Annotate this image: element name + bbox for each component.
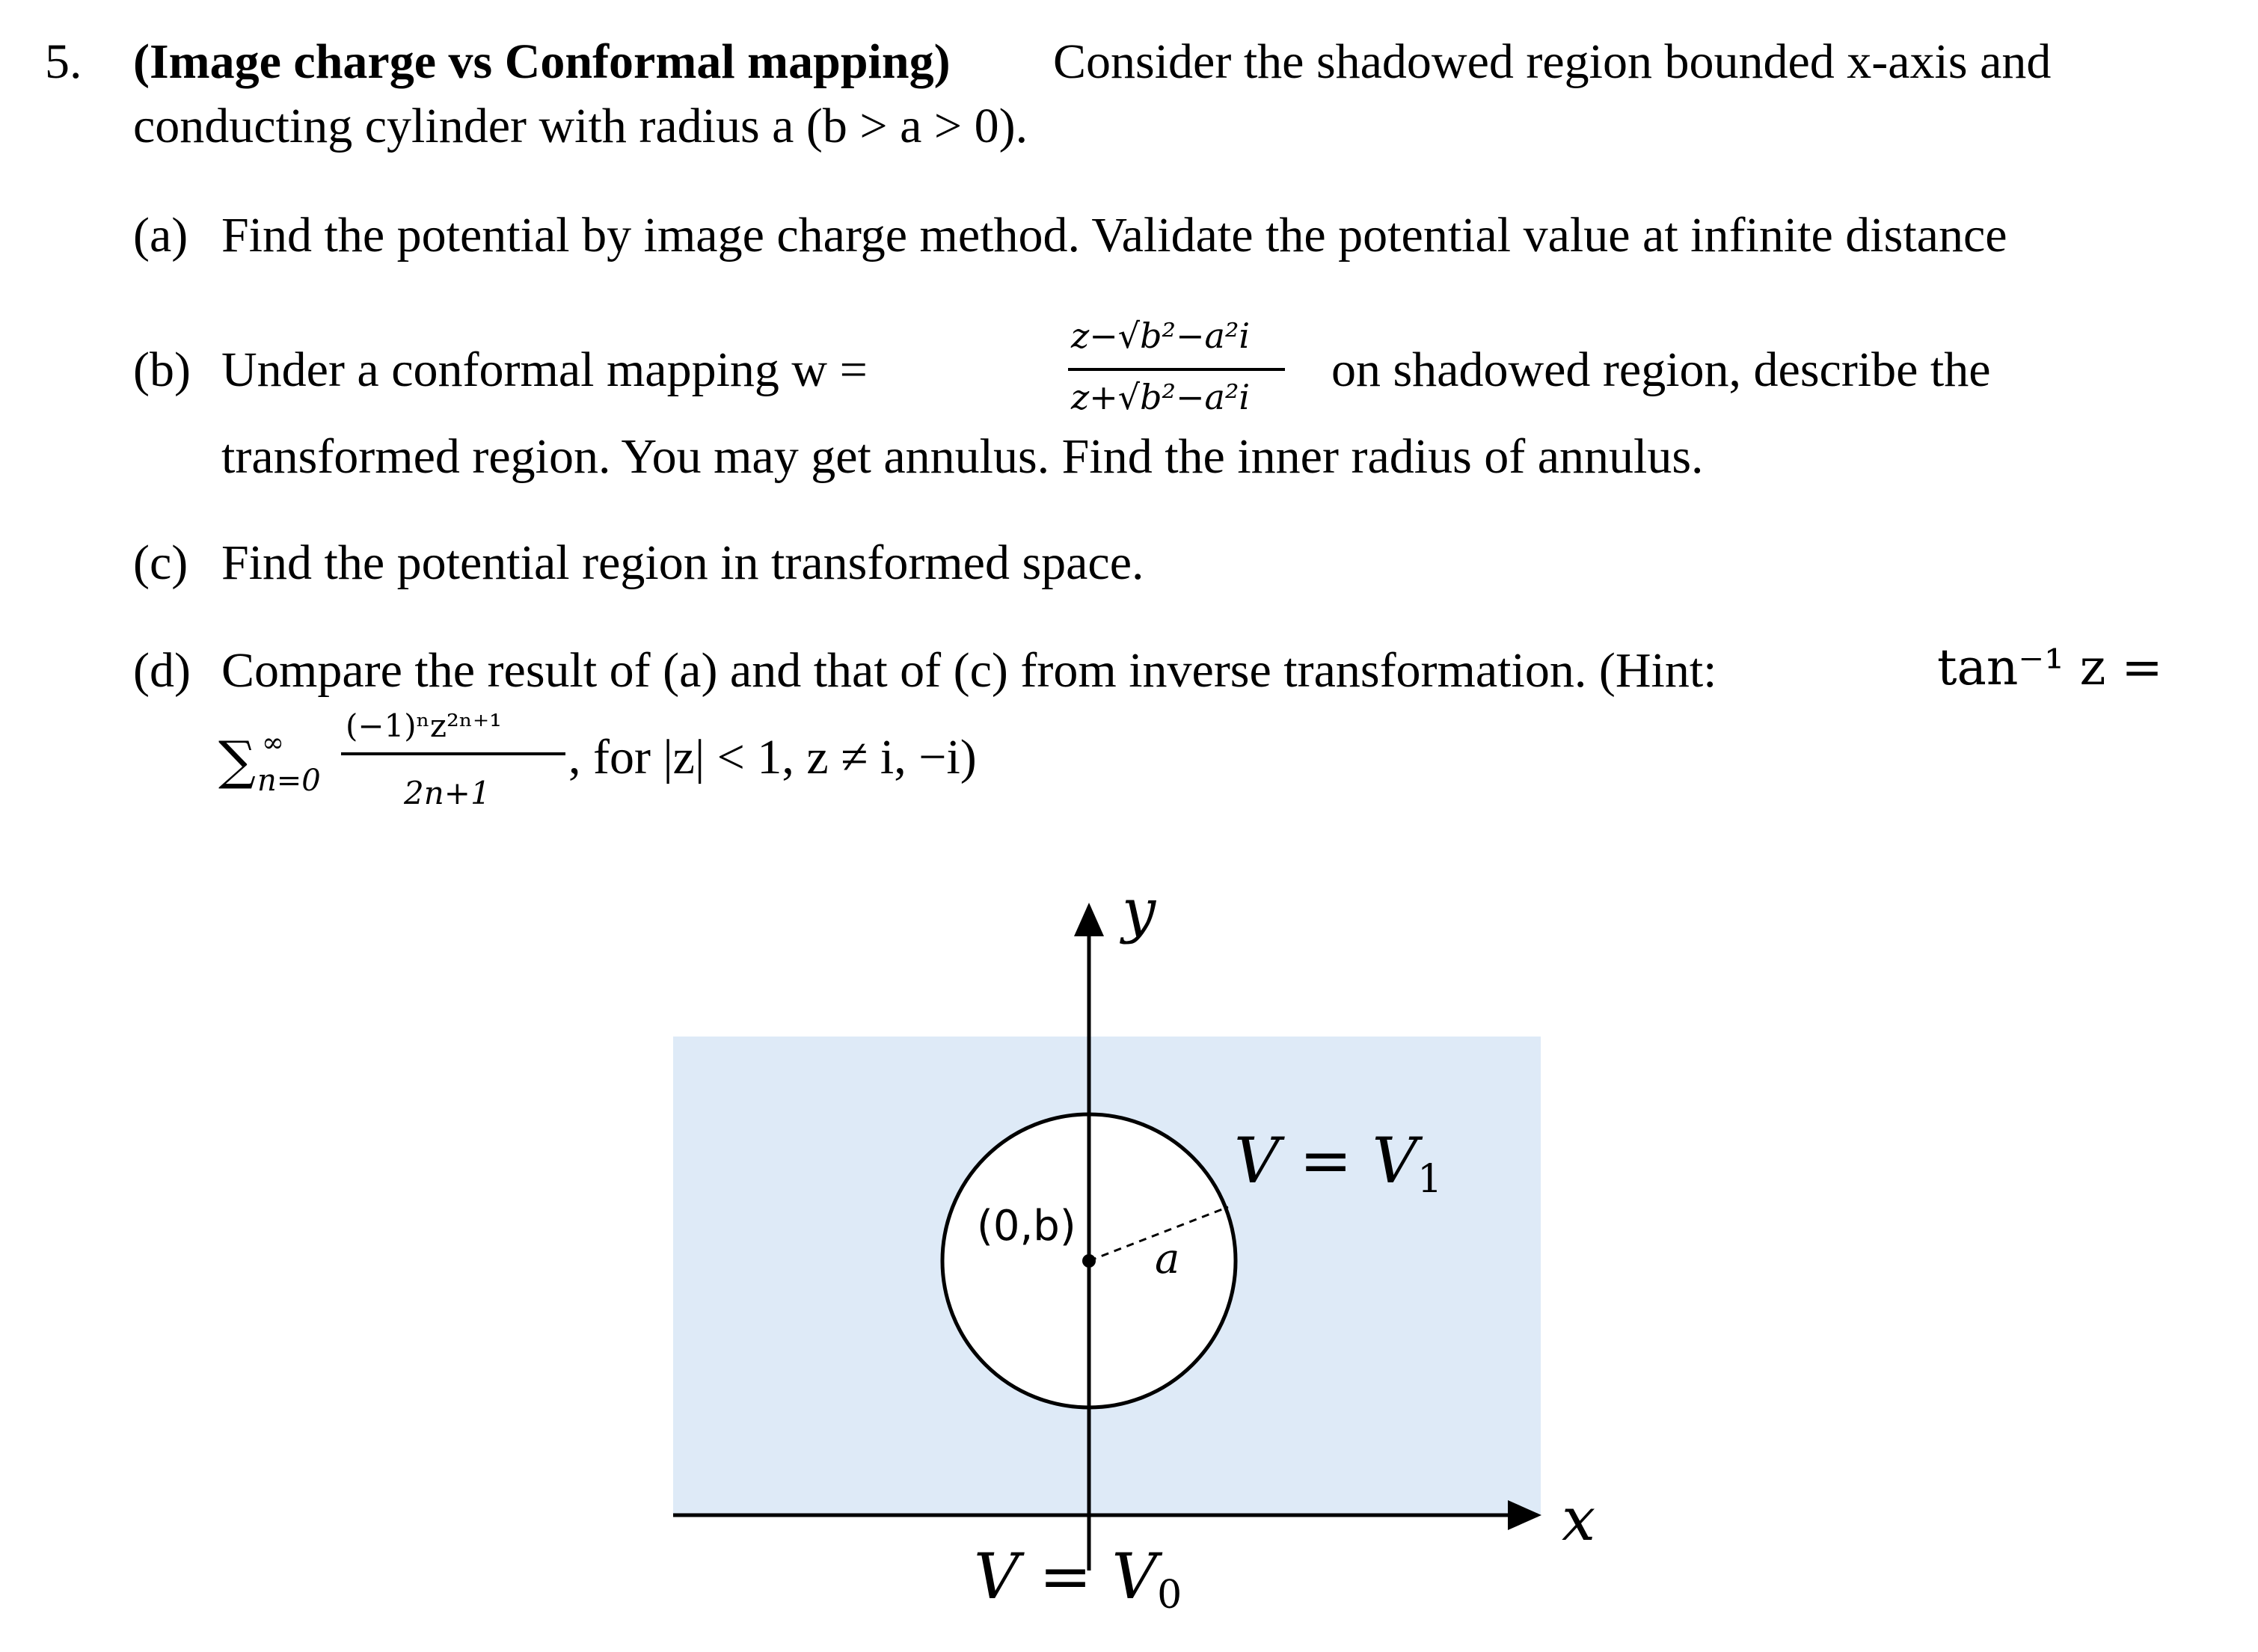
part-d-hint-lhs: tan⁻¹ z =	[1937, 639, 2163, 696]
plane-potential-label	[974, 1540, 1182, 1618]
part-d-label: (d)	[133, 643, 191, 698]
plane-potential-text: V = V	[974, 1540, 1158, 1613]
problem-intro: Consider the shadowed region bounded x-axis and	[1053, 34, 2052, 89]
radius-label: a	[1155, 1235, 1180, 1283]
part-b-text-after: on shadowed region, describe the	[1331, 343, 1991, 397]
y-axis-label: y	[1122, 876, 1156, 945]
part-c-text: Find the potential region in transformed space.	[221, 535, 1144, 590]
plane-potential-subscript: 0	[1157, 1573, 1182, 1618]
part-b-text: Under a conformal mapping w =	[221, 343, 868, 397]
part-b-line2: transformed region. You may get annulus. Find the inner radius of annulus.	[221, 429, 1704, 484]
part-d-sum-lower: n=0	[257, 764, 321, 798]
problem-title: (Image charge vs Conformal mapping)	[133, 34, 951, 89]
part-d-fraction-numerator: (−1)ⁿz²ⁿ⁺¹	[346, 707, 502, 744]
part-d-sum-upper: ∞	[262, 728, 284, 758]
center-label: (0,b)	[977, 1202, 1076, 1250]
part-a-text: Find the potential by image charge method. Validate the potential value at infinite distance	[221, 208, 2007, 262]
problem-intro-line2: conducting cylinder with radius a (b > a > 0).	[133, 99, 1028, 153]
cylinder-potential-subscript: 1	[1417, 1157, 1443, 1203]
part-d-text: Compare the result of (a) and that of (c) from inverse transformation. (Hint:	[221, 643, 1717, 698]
part-b-fraction-numerator: z−√b²−a²i	[1071, 316, 1251, 356]
cylinder-potential-text: V = V	[1234, 1124, 1418, 1197]
cylinder-potential-label	[1234, 1124, 1443, 1203]
center-point	[1082, 1254, 1096, 1268]
problem-number: 5.	[45, 34, 82, 89]
part-d-fraction-denominator: 2n+1	[404, 775, 491, 811]
x-axis-label: x	[1562, 1484, 1596, 1554]
part-a-label: (a)	[133, 208, 188, 262]
part-d-sum-symbol: ∑	[218, 730, 256, 791]
part-b-fraction-denominator: z+√b²−a²i	[1071, 377, 1251, 417]
part-c-label: (c)	[133, 535, 188, 590]
part-b-label: (b)	[133, 343, 191, 397]
part-d-tail: , for |z| < 1, z ≠ i, −i)	[568, 730, 977, 784]
